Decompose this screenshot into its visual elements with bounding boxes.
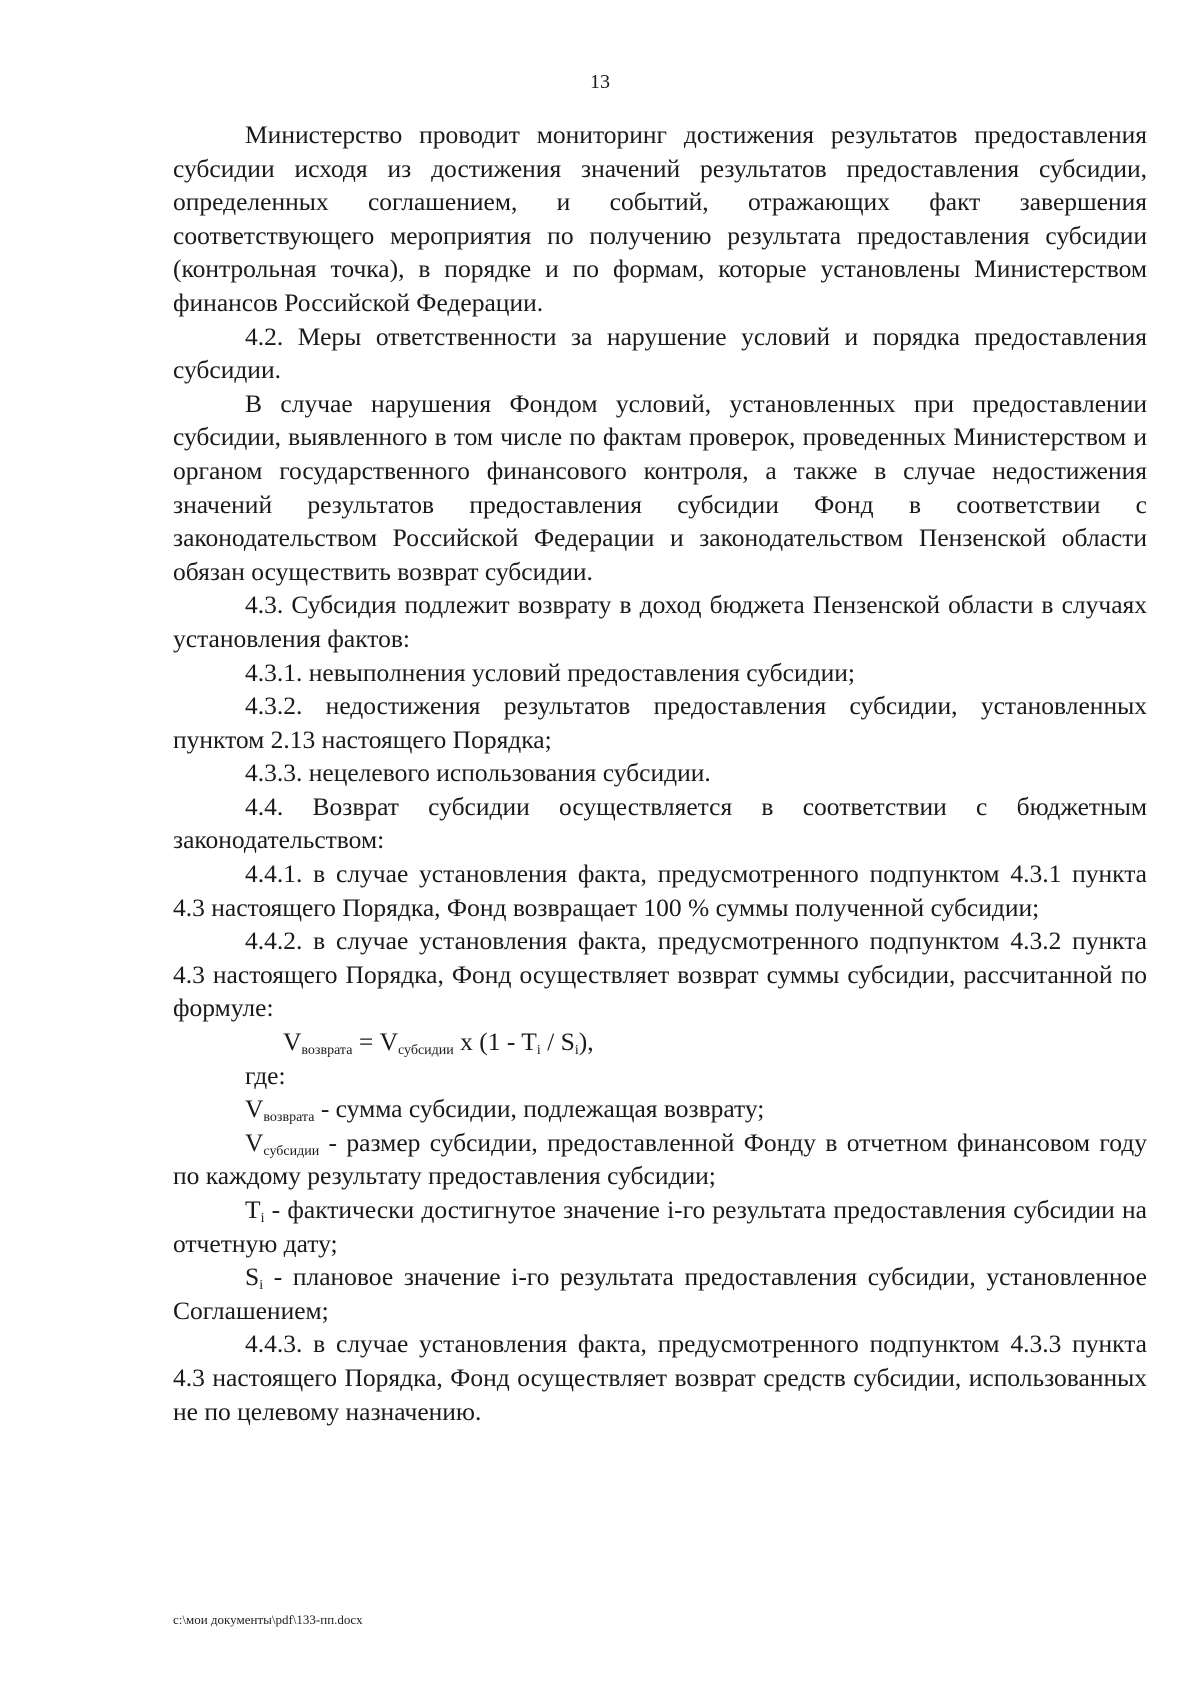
file-path-footer: c:\мои документы\pdf\133-пп.docx: [173, 1612, 363, 1627]
definition-t-i: $T_i$ - фактически достигнутое значение i-го результата предоставления субсидии на отчетную дату;: [173, 1195, 1147, 1258]
definition-s-i: $S_i$ - плановое значение i-го результата предоставления субсидии, установленное Соглашением;: [173, 1262, 1147, 1325]
return-formula: $V_{возврата} = V_{субсидии}$ x $(1 - T_i / S_i)$,: [283, 1027, 594, 1059]
paragraph-4-3-1: 4.3.1. невыполнения условий предоставления субсидии;: [245, 657, 855, 687]
paragraph-monitoring: Министерство проводит мониторинг достижения результатов предоставления субсидии исходя из достижения значений результатов предоставления субсидии, определенных соглашением, и событий, отражающих факт завершения соответствующего мероприятия по получению результата предоставления субсидии (контрольная точка), в порядке и по формам, которые установлены Министерством финансов Российской Федерации.: [173, 120, 1147, 317]
paragraph-4-3: 4.3. Субсидия подлежит возврату в доход бюджета Пензенской области в случаях установления фактов:: [173, 590, 1147, 653]
paragraph-4-2: 4.2. Меры ответственности за нарушение условий и порядка предоставления субсидии.: [173, 321, 1147, 385]
definition-v-subsidy: $V_{субсидии}$ - размер субсидии, предоставленной Фонду в отчетном финансовом году по каждому результату предоставления субсидии;: [173, 1127, 1147, 1191]
paragraph-4-4-1: 4.4.1. в случае установления факта, предусмотренного подпунктом 4.3.1 пункта 4.3 настоящего Порядка, Фонд возвращает 100 % суммы полученной субсидии;: [173, 859, 1147, 922]
paragraph-violation: В случае нарушения Фондом условий, установленных при предоставлении субсидии, выявленного в том числе по фактам проверок, проведенных Министерством и органом государственного финансового контроля, а также в случае недостижения значений результатов предоставления субсидии Фонд в соответствии с законодательством Российской Федерации и законодательством Пензенской области обязан осуществить возврат субсидии.: [173, 388, 1147, 586]
page-number: 13: [590, 71, 610, 93]
definition-v-return: $V_{возврата}$ - сумма субсидии, подлежащая возврату;: [245, 1094, 765, 1126]
document-body: [173, 118, 1147, 1428]
paragraph-4-3-2: 4.3.2. недостижения результатов предоставления субсидии, установленных пунктом 2.13 настоящего Порядка;: [173, 691, 1147, 754]
where-label: где:: [245, 1060, 286, 1090]
paragraph-4-4-3: 4.4.3. в случае установления факта, предусмотренного подпунктом 4.3.3 пункта 4.3 настоящего Порядка, Фонд осуществляет возврат средств субсидии, использованных не по целевому назначению.: [173, 1329, 1147, 1426]
paragraph-4-4: 4.4. Возврат субсидии осуществляется в соответствии с бюджетным законодательством:: [173, 791, 1147, 855]
paragraph-4-4-2: 4.4.2. в случае установления факта, предусмотренного подпунктом 4.3.2 пункта 4.3 настоящего Порядка, Фонд осуществляет возврат суммы субсидии, рассчитанной по формуле:: [173, 926, 1147, 1023]
paragraph-4-3-3: 4.3.3. нецелевого использования субсидии.: [245, 758, 711, 788]
